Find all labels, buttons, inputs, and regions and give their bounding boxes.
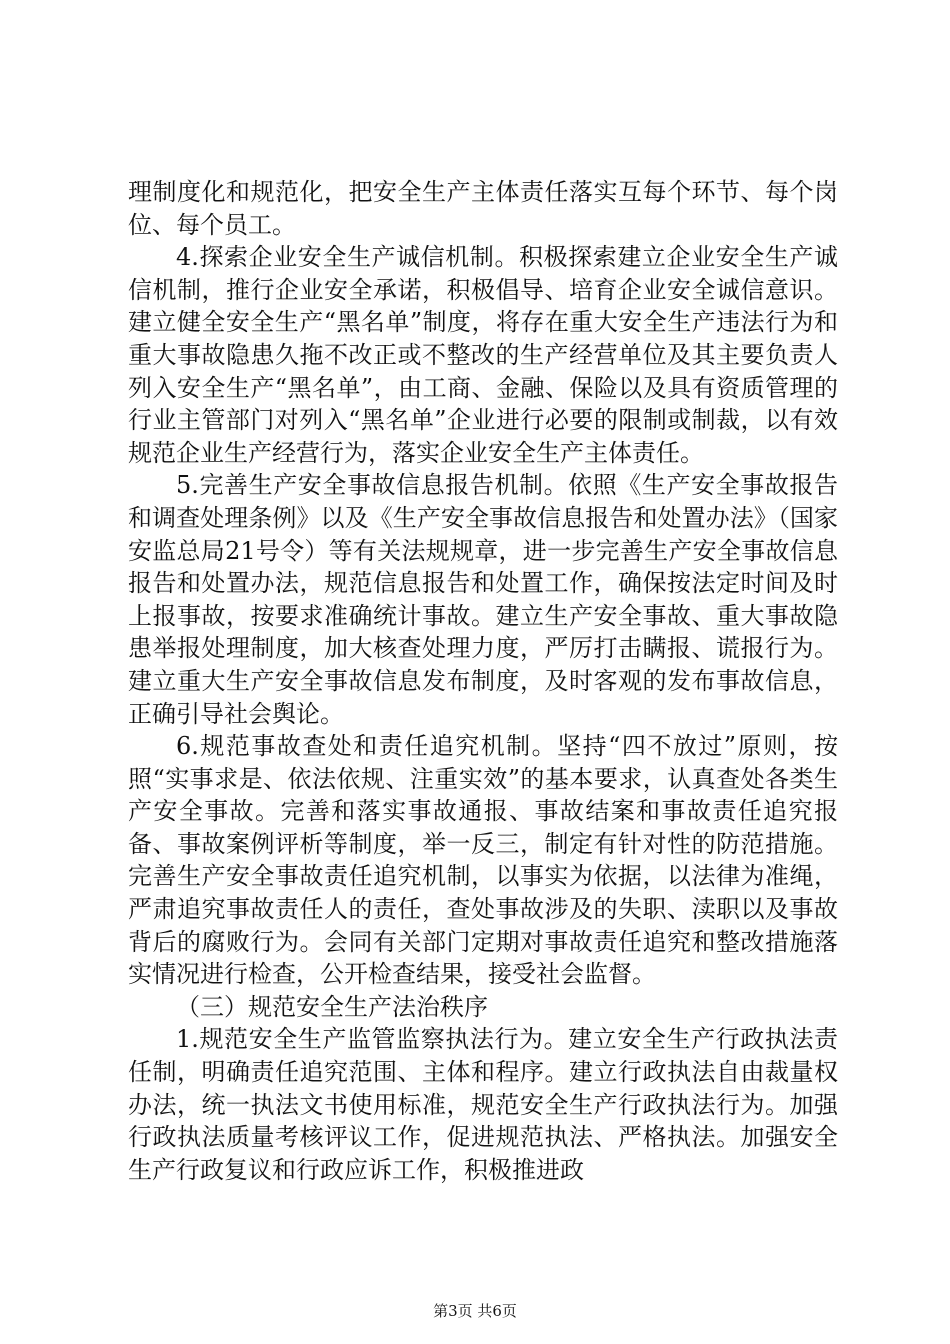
page-footer: 第3页 共6页 xyxy=(433,1302,517,1320)
document-body xyxy=(128,176,838,1186)
paragraph-item-4: 4.探索企业安全生产诚信机制。积极探索建立企业安全生产诚信机制，推行企业安全承诺，积极倡导、培育企业安全诚信意识。建立健全安全生产“黑名单”制度，将存在重大安全生产违法行为和重大事故隐患久拖不改正或不整改的生产经营单位及其主要负责人列入安全生产“黑名单”，由工商、金融、保险以及具有资质管理的行业主管部门对列入“黑名单”企业进行必要的限制或制裁，以有效规范企业生产经营行为，落实企业安全生产主体责任。 xyxy=(128,243,838,467)
section-heading: （三）规范安全生产法治秩序 xyxy=(176,992,488,1021)
paragraph-continuation: 理制度化和规范化，把安全生产主体责任落实互每个环节、每个岗位、每个员工。 xyxy=(128,178,838,239)
paragraph-item-6: 6.规范事故查处和责任追究机制。坚持“四不放过”原则，按照“实事求是、依法依规、注重实效”的基本要求，认真查处各类生产安全事故。完善和落实事故通报、事故结案和事故责任追究报备、事故案例评析等制度，举一反三，制定有针对性的防范措施。完善生产安全事故责任追究机制，以事实为依据，以法律为准绳，严肃追究事故责任人的责任，查处事故涉及的失职、渎职以及事故背后的腐败行为。会同有关部门定期对事故责任追究和整改措施落实情况进行检查，公开检查结果，接受社会监督。 xyxy=(128,732,838,989)
paragraph-item-5: 5.完善生产安全事故信息报告机制。依照《生产安全事故报告和调查处理条例》以及《生产安全事故信息报告和处置办法》（国家安监总局21号令）等有关法规规章，进一步完善生产安全事故信息报告和处置办法，规范信息报告和处置工作，确保按法定时间及时上报事故，按要求准确统计事故。建立生产安全事故、重大事故隐患举报处理制度，加大核查处理力度，严厉打击瞒报、谎报行为。建立重大生产安全事故信息发布制度，及时客观的发布事故信息，正确引导社会舆论。 xyxy=(128,471,838,728)
paragraph-item-1: 1.规范安全生产监管监察执法行为。建立安全生产行政执法责任制，明确责任追究范围、主体和程序。建立行政执法自由裁量权办法，统一执法文书使用标准，规范安全生产行政执法行为。加强行政执法质量考核评议工作，促进规范执法、严格执法。加强安全生产行政复议和行政应诉工作，积极推进政 xyxy=(128,1025,838,1184)
